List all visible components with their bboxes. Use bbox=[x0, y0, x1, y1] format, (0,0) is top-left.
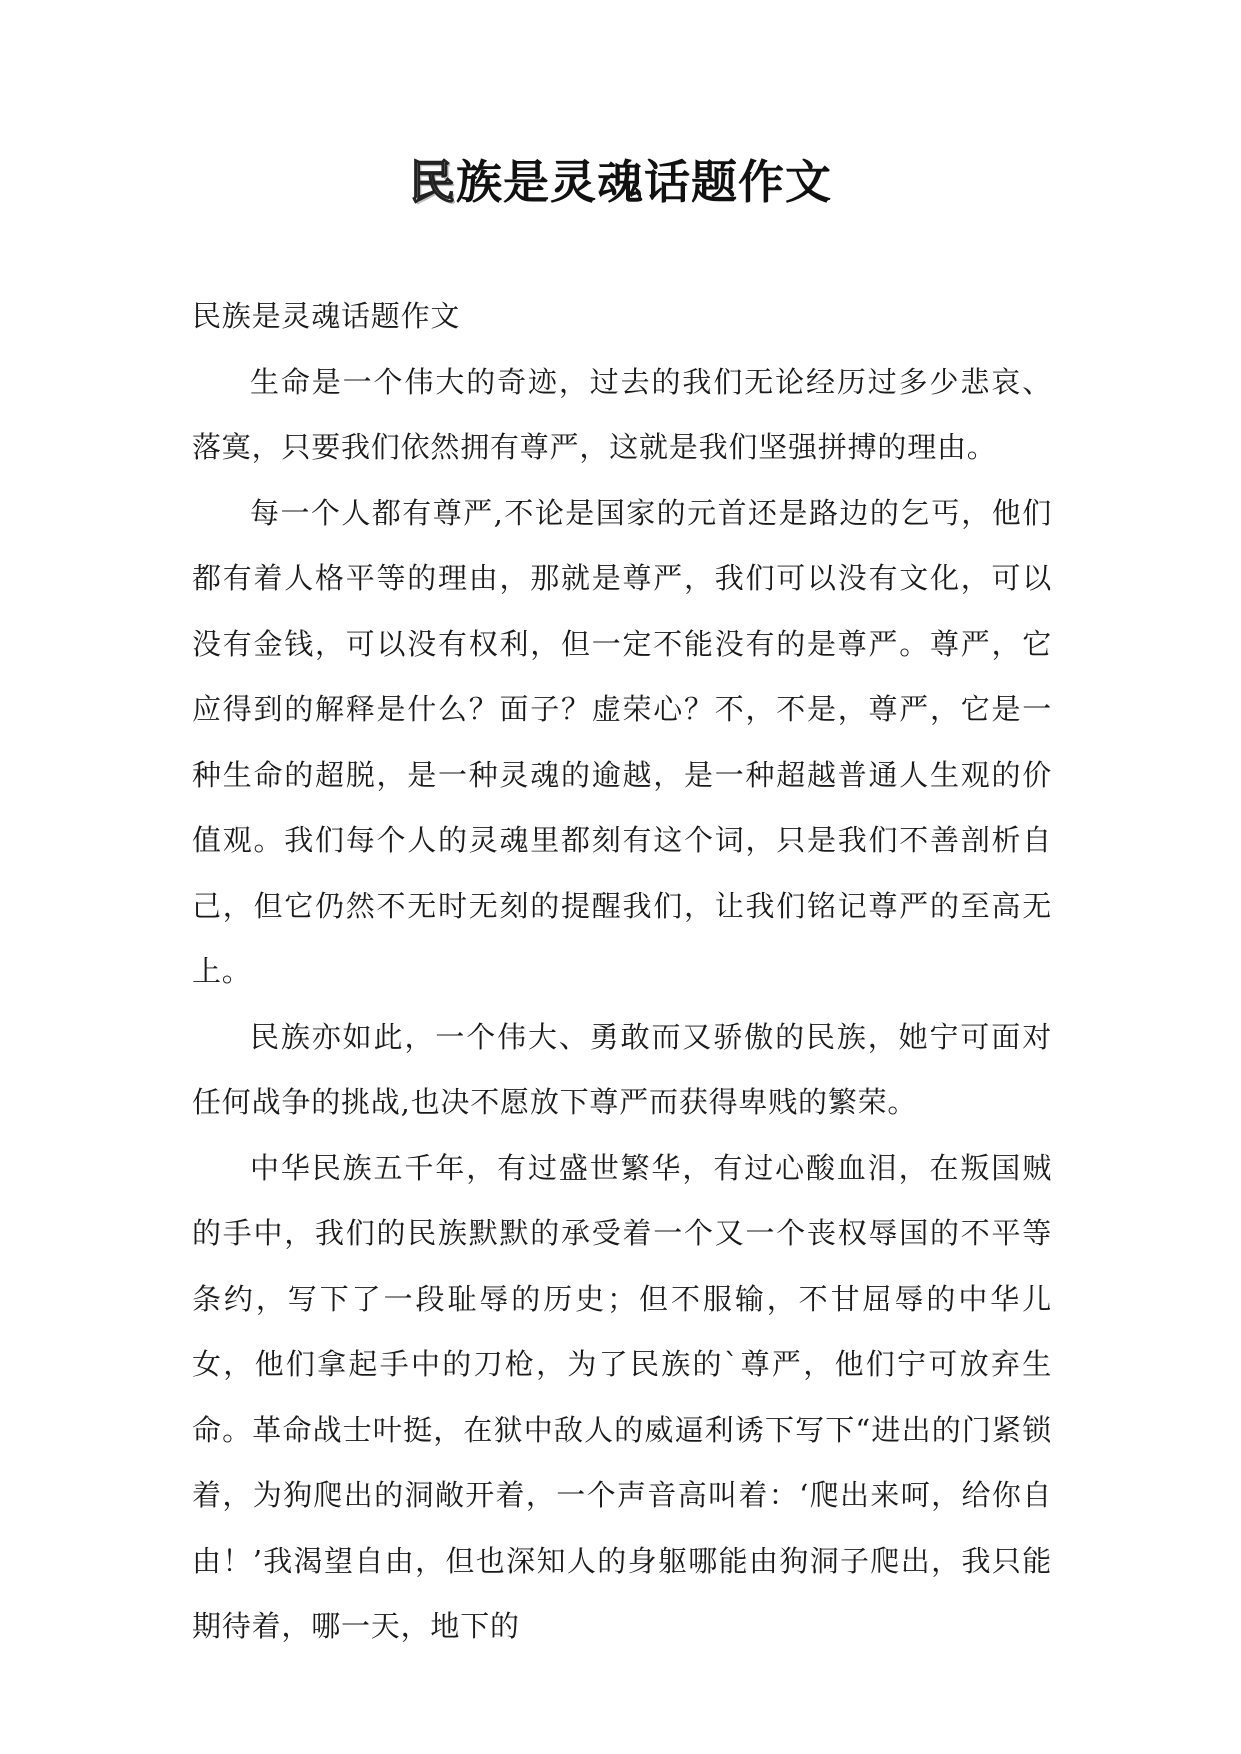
document-title bbox=[0, 150, 1241, 214]
title-first-character: 民 bbox=[409, 155, 456, 209]
document-subtitle: 民族是灵魂话题作文 bbox=[192, 299, 461, 333]
title-text: 族是灵魂话题作文 bbox=[456, 155, 832, 209]
paragraph-2: 每一个人都有尊严,不论是国家的元首还是路边的乞丐，他们都有着人格平等的理由，那就是尊严，我们可以没有文化，可以没有金钱，可以没有权利，但一定不能没有的是尊严。尊严，它应得到的解释是什么？面子？虚荣心？不，不是，尊严，它是一种生命的超脱，是一种灵魂的逾越，是一种超越普通人生观的价值观。我们每个人的灵魂里都刻有这个词，只是我们不善剖析自己，但它仍然不无时无刻的提醒我们，让我们铭记尊严的至高无上。 bbox=[192, 495, 1052, 988]
document-body bbox=[192, 284, 1052, 1660]
paragraph-4: 中华民族五千年，有过盛世繁华，有过心酸血泪，在叛国贼的手中，我们的民族默默的承受着一个又一个丧权辱国的不平等条约，写下了一段耻辱的历史；但不服输，不甘屈辱的中华儿女，他们拿起手中的刀枪，为了民族的`尊严，他们宁可放弃生命。革命战士叶挺，在狱中敌人的威逼利诱下写下“进出的门紧锁着，为狗爬出的洞敞开着，一个声音高叫着：‘爬出来呵，给你自由！’我渴望自由，但也深知人的身躯哪能由狗洞子爬出，我只能期待着，哪一天，地下的 bbox=[192, 1150, 1052, 1643]
paragraph-3: 民族亦如此，一个伟大、勇敢而又骄傲的民族，她宁可面对任何战争的挑战,也决不愿放下尊严而获得卑贱的繁荣。 bbox=[192, 1019, 1052, 1119]
paragraph-1: 生命是一个伟大的奇迹，过去的我们无论经历过多少悲哀、落寞，只要我们依然拥有尊严，这就是我们坚强拼搏的理由。 bbox=[192, 364, 1052, 464]
